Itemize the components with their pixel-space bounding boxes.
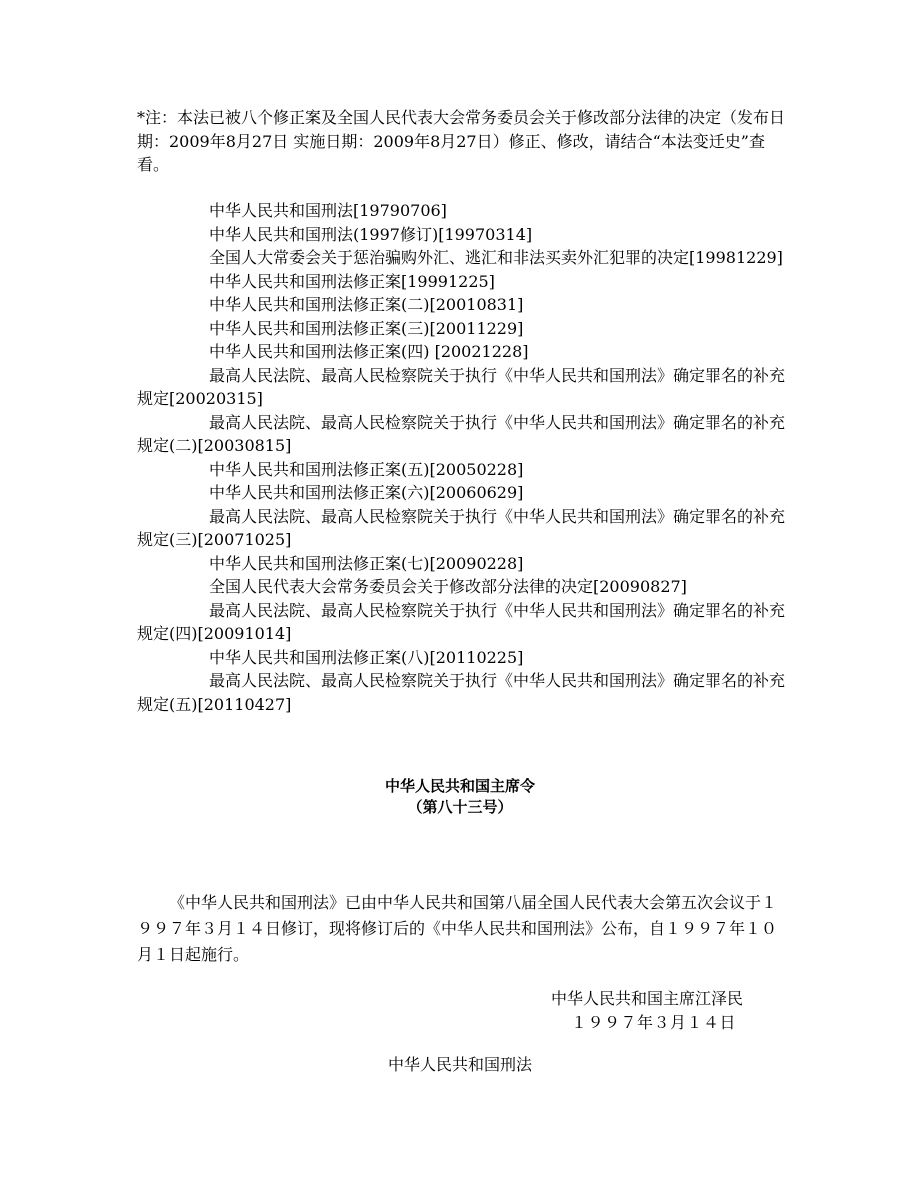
- history-item: 最高人民法院、最高人民检察院关于执行《中华人民共和国刑法》确定罪名的补充规定(四)[20091014]: [137, 600, 786, 643]
- amendment-note: *注：本法已被八个修正案及全国人民代表大会常务委员会关于修改部分法律的决定（发布日期：2009年8月27日 实施日期：2009年8月27日）修正、修改，请结合“本法变迁史”查看。: [137, 108, 786, 174]
- history-item: 中华人民共和国刑法修正案(二)[20010831]: [209, 295, 524, 314]
- history-item: 最高人民法院、最高人民检察院关于执行《中华人民共和国刑法》确定罪名的补充规定[20020315]: [137, 365, 786, 408]
- decree-title: 中华人民共和国主席令: [384, 777, 535, 795]
- history-item: 中华人民共和国刑法[19790706]: [209, 201, 447, 220]
- law-title: 中华人民共和国刑法: [387, 1055, 532, 1074]
- history-item: 全国人民代表大会常务委员会关于修改部分法律的决定[20090827]: [209, 577, 687, 596]
- history-item: 中华人民共和国刑法修正案(七)[20090228]: [209, 553, 524, 573]
- history-item: 中华人民共和国刑法修正案(六)[20060629]: [209, 483, 524, 502]
- preamble-paragraph: 《中华人民共和国刑法》已由中华人民共和国第八届全国人民代表大会第五次会议于１９９７年３月１４日修订，现将修订后的《中华人民共和国刑法》公布，自１９９７年１０月１日起施行。: [137, 893, 778, 964]
- history-item: 中华人民共和国刑法修正案(三)[20011229]: [209, 318, 524, 338]
- history-item: 中华人民共和国刑法(1997修订)[19970314]: [209, 224, 533, 244]
- history-item: 中华人民共和国刑法修正案(八)[20110225]: [209, 647, 524, 667]
- history-item: 全国人大常委会关于惩治骗购外汇、逃汇和非法买卖外汇犯罪的决定[19981229]: [209, 248, 783, 267]
- signature-name: 中华人民共和国主席江泽民: [551, 989, 744, 1008]
- history-item: 最高人民法院、最高人民检察院关于执行《中华人民共和国刑法》确定罪名的补充规定(三)[20071025]: [137, 506, 786, 549]
- history-item: 最高人民法院、最高人民检察院关于执行《中华人民共和国刑法》确定罪名的补充规定(五)[20110427]: [137, 671, 786, 714]
- signature-date: １９９７年３月１４日: [571, 1013, 737, 1032]
- history-item: 中华人民共和国刑法修正案(四) [20021228]: [209, 342, 529, 361]
- decree-number: （第八十三号）: [407, 798, 513, 816]
- history-item: 中华人民共和国刑法修正案[19991225]: [209, 271, 495, 291]
- law-history-list: [137, 199, 787, 716]
- history-item: 中华人民共和国刑法修正案(五)[20050228]: [209, 459, 524, 479]
- history-item: 最高人民法院、最高人民检察院关于执行《中华人民共和国刑法》确定罪名的补充规定(二)[20030815]: [137, 412, 786, 455]
